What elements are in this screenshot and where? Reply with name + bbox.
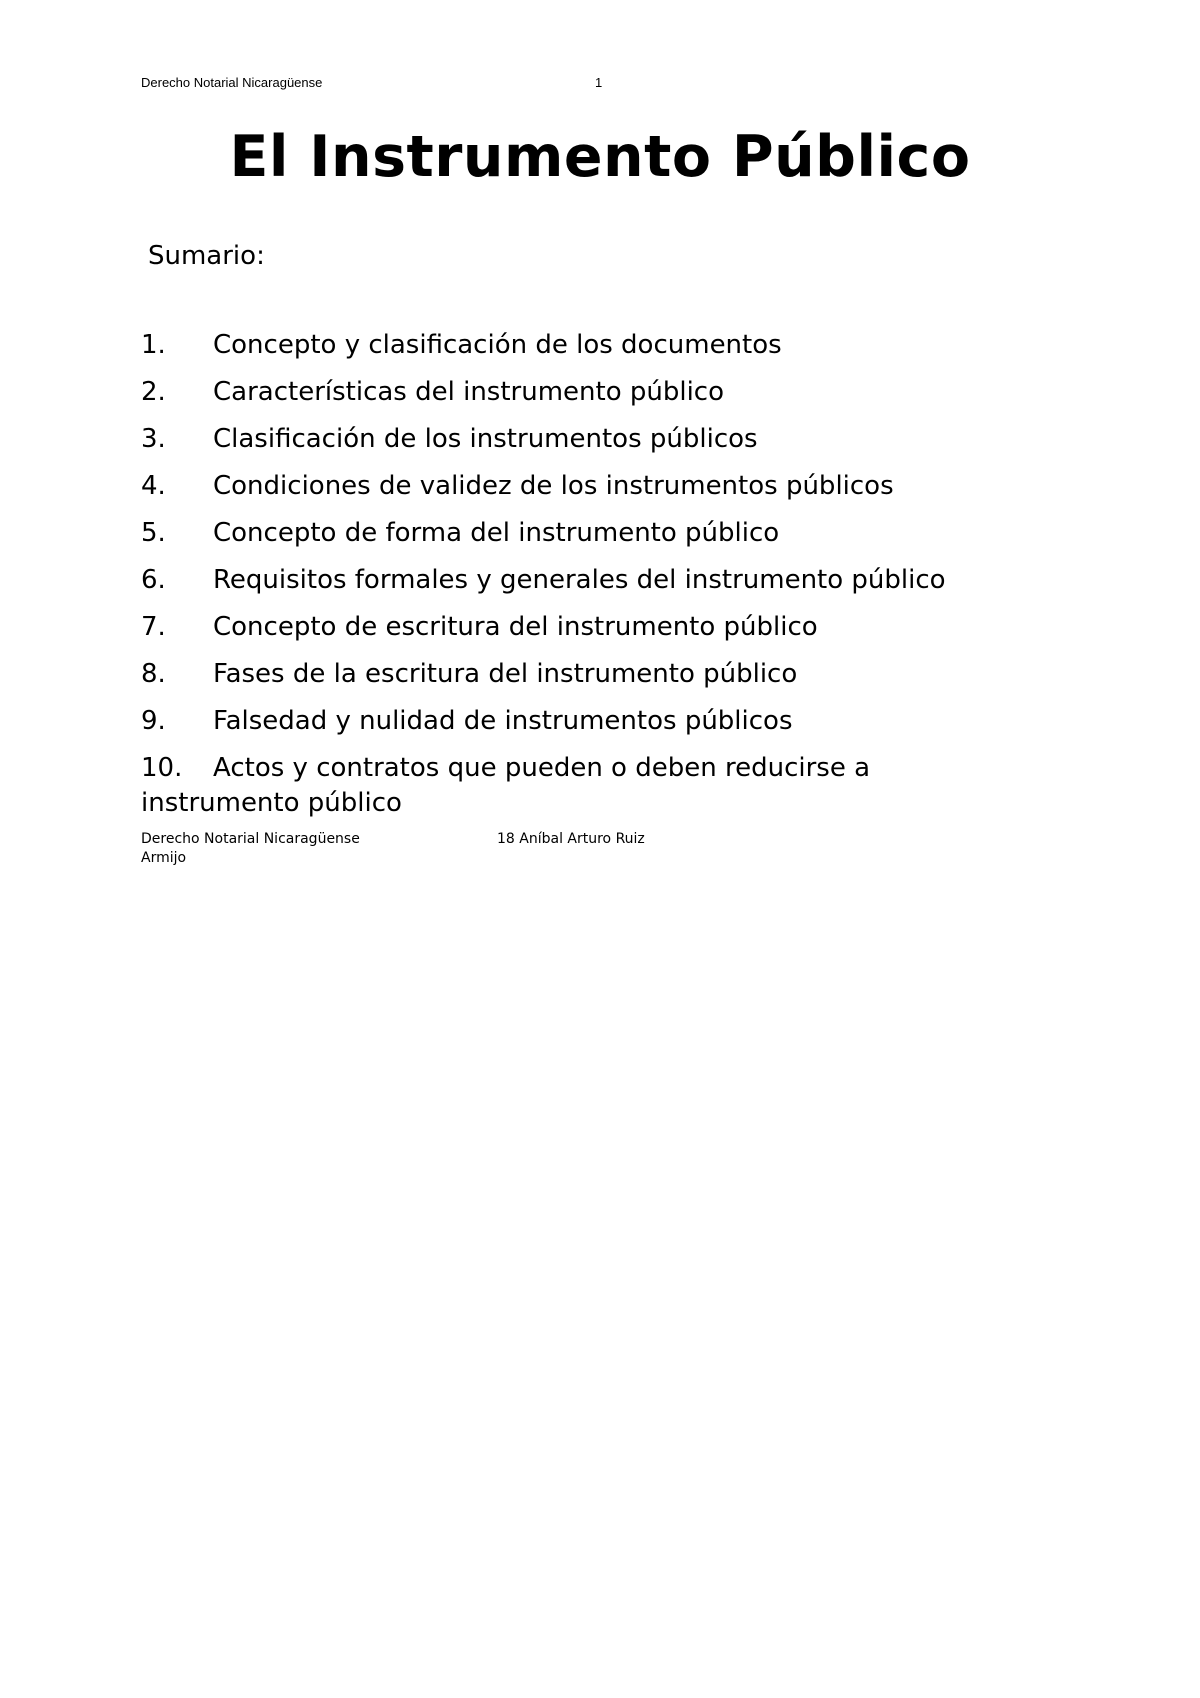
list-item-number: 10.: [141, 753, 183, 783]
list-item: [141, 704, 1021, 739]
list-item-text: Condiciones de validez de los instrumentos públicos: [213, 471, 894, 501]
list-item-text: Requisitos formales y generales del instrumento público: [213, 565, 946, 595]
document-title: El Instrumento Público: [229, 124, 971, 190]
list-item: [141, 375, 1021, 410]
list-item-text: Características del instrumento público: [213, 377, 725, 407]
footer-title: Derecho Notarial Nicaragüense: [141, 831, 360, 847]
summary-label: Sumario:: [148, 241, 265, 271]
list-item-text: Actos y contratos que pueden o deben reducirse a instrumento público: [141, 753, 871, 818]
list-item-number: 7.: [141, 612, 166, 642]
list-item-number: 3.: [141, 424, 166, 454]
list-item-number: 9.: [141, 706, 166, 736]
list-item: [141, 422, 1021, 457]
footer-author-continuation: Armijo: [141, 850, 187, 866]
page-footer: [141, 830, 701, 868]
list-item: [141, 469, 1021, 504]
list-item: [141, 516, 1021, 551]
list-item-number: 1.: [141, 330, 166, 360]
header-title: Derecho Notarial Nicaragüense: [141, 75, 323, 90]
list-item: [141, 610, 1021, 645]
list-item-text: Falsedad y nulidad de instrumentos públicos: [213, 706, 793, 736]
list-item: [141, 563, 1021, 598]
header-page-number: 1: [595, 75, 603, 90]
list-item-number: 8.: [141, 659, 166, 689]
list-item: [141, 657, 1021, 692]
summary-list: [141, 328, 1021, 833]
list-item-number: 5.: [141, 518, 166, 548]
list-item-number: 2.: [141, 377, 166, 407]
list-item: [141, 751, 1021, 821]
list-item-text: Fases de la escritura del instrumento público: [213, 659, 798, 689]
list-item: [141, 328, 1021, 363]
list-item-text: Concepto de escritura del instrumento público: [213, 612, 818, 642]
page-header: [141, 74, 621, 92]
list-item-text: Clasificación de los instrumentos públicos: [213, 424, 758, 454]
list-item-number: 4.: [141, 471, 166, 501]
list-item-text: Concepto y clasificación de los documentos: [213, 330, 782, 360]
list-item-text: Concepto de forma del instrumento público: [213, 518, 780, 548]
footer-author: 18 Aníbal Arturo Ruiz: [497, 831, 645, 847]
list-item-number: 6.: [141, 565, 166, 595]
